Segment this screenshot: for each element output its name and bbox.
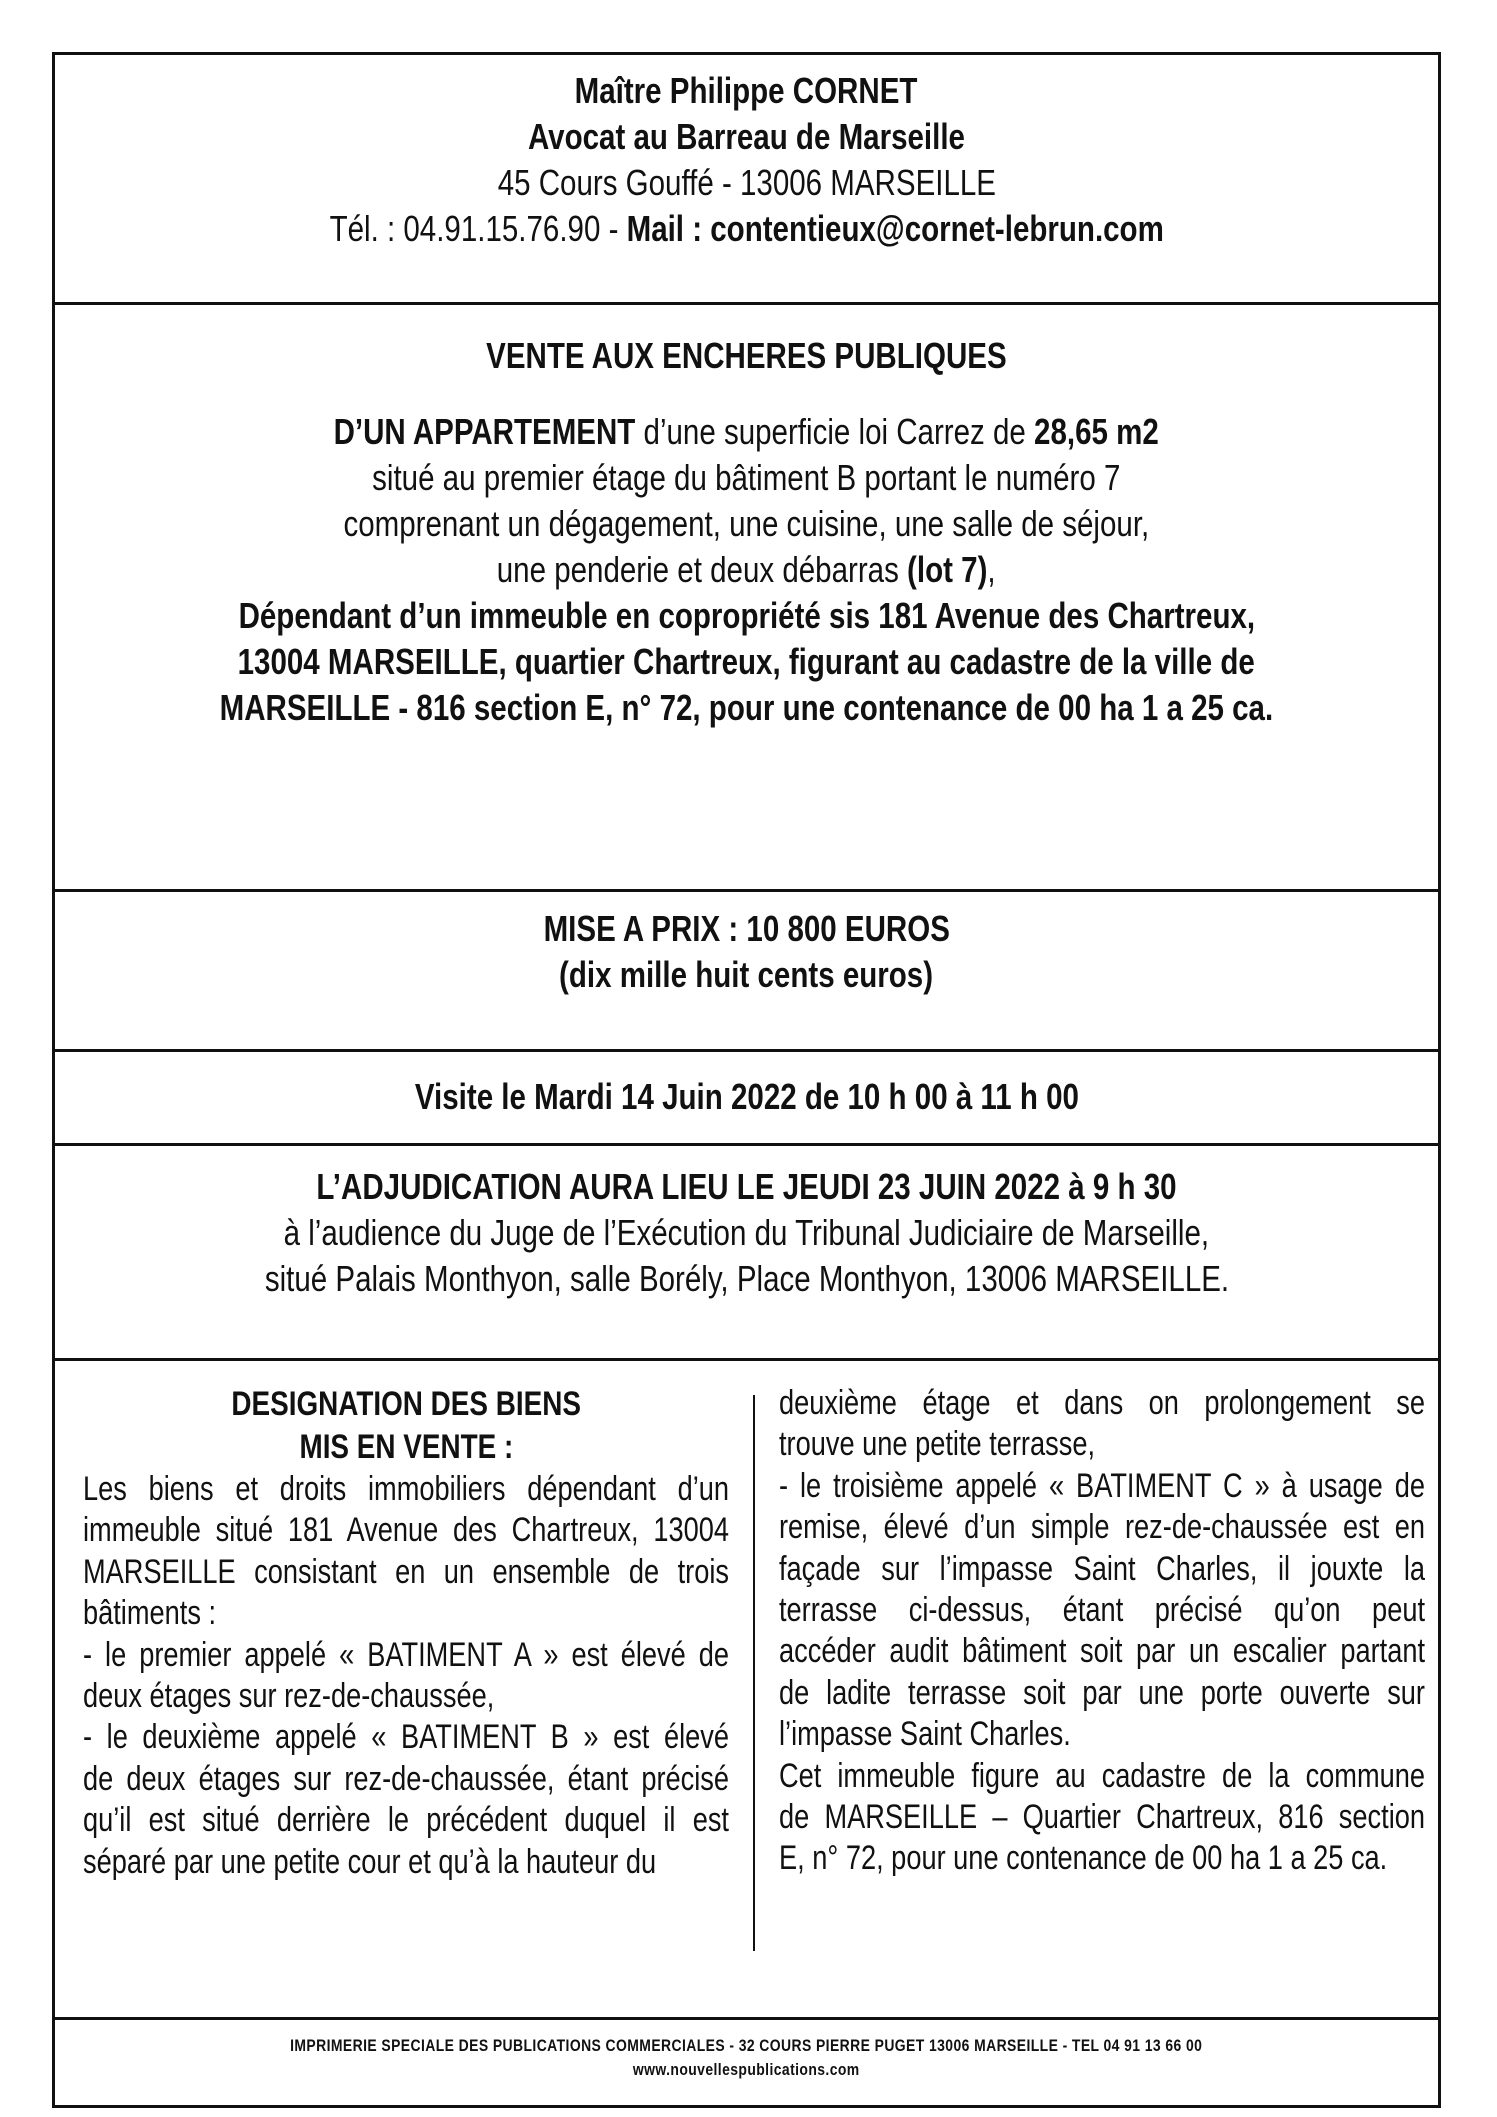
designation-line: - le troisième appelé « BATIMENT C » à usage de bbox=[779, 1466, 1425, 1505]
lawyer-bar: Avocat au Barreau de Marseille bbox=[528, 116, 965, 157]
designation-line: de ladite terrasse soit par une porte ouverte sur bbox=[779, 1673, 1425, 1712]
apartment-rooms-2: une penderie et deux débarras bbox=[497, 549, 908, 590]
designation-line: l’impasse Saint Charles. bbox=[779, 1715, 1071, 1754]
designation-line: séparé par une petite cour et qu’à la hauteur du bbox=[83, 1842, 657, 1881]
apartment-area: 28,65 m2 bbox=[1034, 411, 1160, 452]
designation-line: terrasse ci-dessus, étant précisé qu’on peut bbox=[779, 1591, 1425, 1630]
adjudication-place: situé Palais Monthyon, salle Borély, Place Monthyon, 13006 MARSEILLE. bbox=[264, 1258, 1229, 1299]
designation-right-column bbox=[779, 1383, 1425, 1880]
starting-price bbox=[52, 889, 1441, 1052]
legal-notice-page bbox=[52, 52, 1441, 2108]
designation-line: Les biens et droits immobiliers dépendant d’un bbox=[83, 1470, 729, 1508]
price-words: (dix mille huit cents euros) bbox=[559, 954, 934, 995]
designation-title-1: DESIGNATION DES BIENS bbox=[231, 1385, 581, 1423]
designation-line: bâtiments : bbox=[83, 1594, 217, 1633]
designation-line: Cet immeuble figure au cadastre de la commune bbox=[779, 1756, 1425, 1795]
designation-left-text bbox=[83, 1469, 729, 1883]
printer-info: IMPRIMERIE SPECIALE DES PUBLICATIONS COMMERCIALES - 32 COURS PIERRE PUGET 13006 MARSEILLE - TEL 04 91 13 66 00 bbox=[290, 2036, 1203, 2055]
designation-line: de MARSEILLE – Quartier Chartreux, 816 section bbox=[779, 1798, 1425, 1837]
designation-line: remise, élevé d’un simple rez-de-chaussée est en bbox=[779, 1508, 1425, 1547]
apartment-rooms: comprenant un dégagement, une cuisine, une salle de séjour, bbox=[343, 503, 1150, 544]
price-amount: MISE A PRIX : 10 800 EUROS bbox=[543, 908, 950, 949]
designation-line: trouve une petite terrasse, bbox=[779, 1425, 1096, 1464]
adjudication-court: à l’audience du Juge de l’Exécution du Tribunal Judiciaire de Marseille, bbox=[283, 1212, 1210, 1253]
apartment-floor: situé au premier étage du bâtiment B portant le numéro 7 bbox=[372, 457, 1121, 498]
visit-text: Visite le Mardi 14 Juin 2022 de 10 h 00 à 11 h 00 bbox=[414, 1076, 1079, 1117]
designation-line: de deux étages sur rez-de-chaussée, étant précisé bbox=[83, 1759, 729, 1798]
apartment-text: d’une superficie loi Carrez de bbox=[635, 411, 1035, 452]
designation-left-column bbox=[83, 1383, 729, 1883]
designation-line: qu’il est situé derrière le précédent duquel il est bbox=[83, 1801, 729, 1840]
lawyer-address: 45 Cours Gouffé - 13006 MARSEILLE bbox=[497, 162, 996, 203]
designation-line: accéder audit bâtiment soit par un escalier partant bbox=[779, 1632, 1425, 1671]
building-address-3: MARSEILLE - 816 section E, n° 72, pour une contenance de 00 ha 1 a 25 ca. bbox=[219, 687, 1274, 728]
designation-line: E, n° 72, pour une contenance de 00 ha 1 a 25 ca. bbox=[779, 1839, 1388, 1878]
printer-footer bbox=[52, 2017, 1441, 2108]
designation-line: MARSEILLE consistant en un ensemble de trois bbox=[83, 1552, 729, 1591]
lot-number: (lot 7) bbox=[907, 549, 988, 590]
visit-info bbox=[52, 1049, 1441, 1146]
designation-line: immeuble situé 181 Avenue des Chartreux, 13004 bbox=[83, 1511, 729, 1550]
designation-line: façade sur l’impasse Saint Charles, il jouxte la bbox=[779, 1549, 1425, 1588]
designation-right-text bbox=[779, 1383, 1425, 1880]
lawyer-name: Maître Philippe CORNET bbox=[575, 70, 918, 111]
designation-line: deuxième étage et dans on prolongement se bbox=[779, 1384, 1425, 1422]
sale-description bbox=[52, 302, 1441, 892]
designation-line: - le deuxième appelé « BATIMENT B » est élevé bbox=[83, 1718, 729, 1757]
printer-website[interactable]: www.nouvellespublications.com bbox=[633, 2060, 860, 2079]
lot-comma: , bbox=[987, 549, 996, 590]
lawyer-phone: Tél. : 04.91.15.76.90 - bbox=[329, 208, 627, 249]
building-address-1: Dépendant d’un immeuble en copropriété sis 181 Avenue des Chartreux, bbox=[238, 595, 1255, 636]
column-divider bbox=[753, 1395, 755, 1951]
lawyer-email[interactable]: Mail : contentieux@cornet-lebrun.com bbox=[626, 208, 1164, 249]
apartment-label: D’UN APPARTEMENT bbox=[333, 411, 636, 452]
adjudication-info bbox=[52, 1143, 1441, 1361]
building-address-2: 13004 MARSEILLE, quartier Chartreux, figurant au cadastre de la ville de bbox=[237, 641, 1256, 682]
sale-heading: VENTE AUX ENCHERES PUBLIQUES bbox=[486, 335, 1007, 376]
designation-line: - le premier appelé « BATIMENT A » est élevé de bbox=[83, 1635, 729, 1674]
designation-line: deux étages sur rez-de-chaussée, bbox=[83, 1677, 495, 1716]
adjudication-heading: L’ADJUDICATION AURA LIEU LE JEUDI 23 JUIN 2022 à 9 h 30 bbox=[316, 1166, 1177, 1207]
designation-title-2: MIS EN VENTE : bbox=[299, 1428, 513, 1466]
lawyer-header bbox=[52, 52, 1441, 305]
property-designation bbox=[52, 1358, 1441, 2020]
